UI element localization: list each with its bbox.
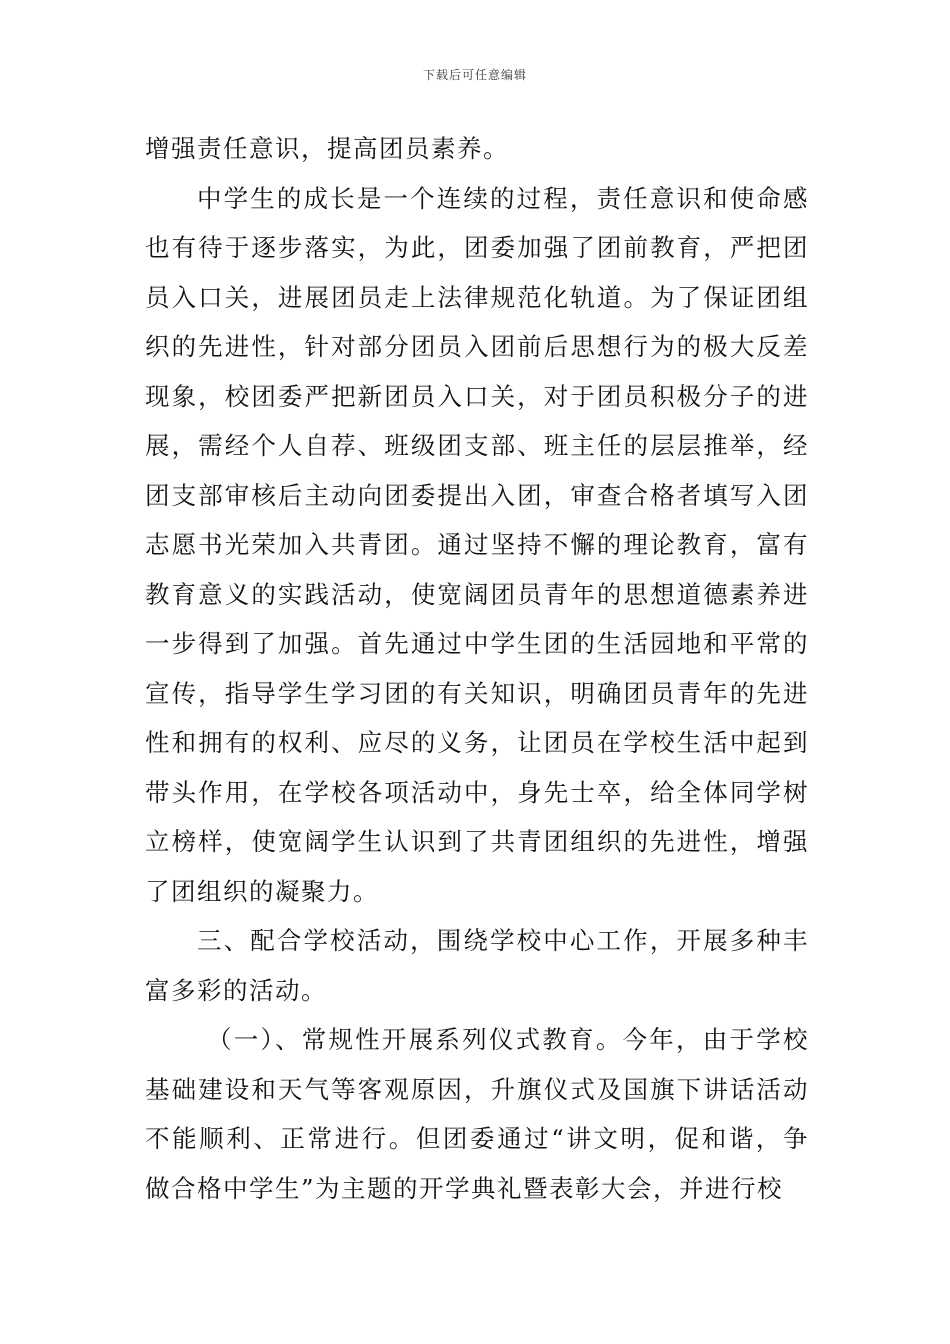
section-heading-three: 三、配合学校活动，围绕学校中心工作，开展多种丰富多彩的活动。 <box>145 926 809 1005</box>
document-body <box>145 124 809 1213</box>
paragraph-ceremony: （一）、常规性开展系列仪式教育。今年，由于学校基础建设和天气等客观原因，升旗仪式及国旗下讲话活动不能顺利、正常进行。但团委通过“讲文明，促和谐，争做合格中学生”为主题的开学典礼暨表彰大会，并进行校 <box>145 1025 809 1203</box>
paragraph-continuation: 增强责任意识，提高团员素养。 <box>145 134 509 163</box>
header-note: 下载后可任意编辑 <box>422 68 527 82</box>
paragraph-growth: 中学生的成长是一个连续的过程，责任意识和使命感也有待于逐步落实，为此，团委加强了团前教育，严把团员入口关，进展团员走上法律规范化轨道。为了保证团组织的先进性，针对部分团员入团前后思想行为的极大反差现象，校团委严把新团员入口关，对于团员积极分子的进展，需经个人自荐、班级团支部、班主任的层层推举，经团支部审核后主动向团委提出入团，审查合格者填写入团志愿书光荣加入共青团。通过坚持不懈的理论教育，富有教育意义的实践活动，使宽阔团员青年的思想道德素养进一步得到了加强。首先通过中学生团的生活园地和平常的宣传，指导学生学习团的有关知识，明确团员青年的先进性和拥有的权利、应尽的义务，让团员在学校生活中起到带头作用，在学校各项活动中，身先士卒，给全体同学树立榜样，使宽阔学生认识到了共青团组织的先进性，增强了团组织的凝聚力。 <box>145 183 809 906</box>
